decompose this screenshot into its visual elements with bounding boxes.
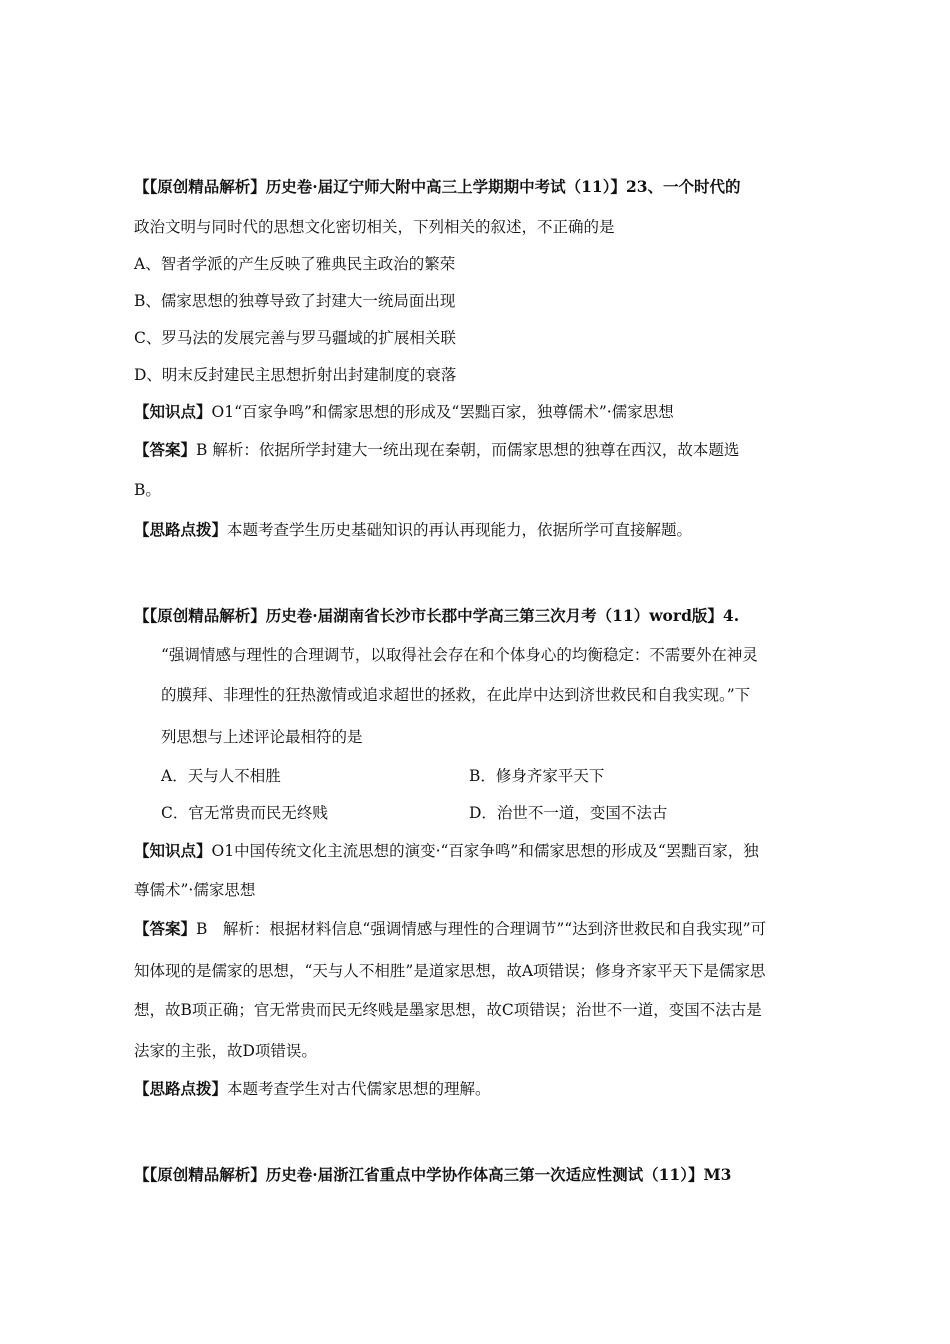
q1-option-b: B、儒家思想的独尊导致了封建大一统局面出现	[134, 292, 456, 310]
q1-answer-cont: B。	[134, 481, 161, 499]
q2-answer-cont-2: 想，故B项正确；官无常贵而民无终贱是墨家思想，故C项错误；治世不一道，变国不法古是	[134, 1001, 762, 1019]
q2-stem-line-2: 的膜拜、非理性的狂热激情或追求超世的拯救，在此岸中达到济世救民和自我实现。”下	[161, 686, 751, 704]
q1-tip	[134, 520, 692, 540]
knowledge-text: O1中国传统文化主流思想的演变·“百家争鸣”和儒家思想的形成及“罢黜百家，独	[211, 842, 759, 860]
q2-option-c: C．官无常贵而民无终贱	[161, 804, 328, 822]
knowledge-text: O1“百家争鸣”和儒家思想的形成及“罢黜百家，独尊儒术”·儒家思想	[211, 403, 674, 421]
q2-heading-line: 【【原创精品解析】历史卷·届湖南省长沙市长郡中学高三第三次月考（11）word版】4.	[134, 606, 740, 625]
q1-heading-line: 【【原创精品解析】历史卷·届辽宁师大附中高三上学期期中考试（11）】23、一个时代的	[134, 177, 741, 196]
q2-knowledge-cont: 尊儒术”·儒家思想	[134, 881, 256, 899]
tip-label: 【思路点拨】	[134, 520, 228, 539]
tip-text: 本题考查学生历史基础知识的再认再现能力，依据所学可直接解题。	[227, 521, 693, 539]
q3-heading-line: 【【原创精品解析】历史卷·届浙江省重点中学协作体高三第一次适应性测试（11）】M3	[134, 1165, 732, 1184]
q2-answer	[134, 919, 766, 939]
q1-knowledge-point	[134, 402, 674, 422]
q1-option-a: A、智者学派的产生反映了雅典民主政治的繁荣	[134, 255, 456, 273]
q2-answer-cont-1: 知体现的是儒家的思想，“天与人不相胜”是道家思想，故A项错误；修身齐家平天下是儒家思	[134, 962, 766, 980]
knowledge-label: 【知识点】	[134, 402, 212, 421]
q2-option-a: A．天与人不相胜	[161, 767, 281, 785]
q2-stem-line-3: 列思想与上述评论最相符的是	[161, 728, 363, 746]
q1-answer	[134, 440, 739, 460]
q2-option-d: D．治世不一道，变国不法古	[469, 804, 668, 822]
tip-label: 【思路点拨】	[134, 1079, 228, 1098]
q1-option-d: D、明末反封建民主思想折射出封建制度的衰落	[134, 366, 457, 384]
q2-option-b: B．修身齐家平天下	[469, 767, 605, 785]
answer-label: 【答案】	[134, 919, 197, 938]
answer-text: B 解析：根据材料信息“强调情感与理性的合理调节”“达到济世救民和自我实现”可	[196, 920, 767, 938]
q1-option-c: C、罗马法的发展完善与罗马疆域的扩展相关联	[134, 329, 456, 347]
tip-text: 本题考查学生对古代儒家思想的理解。	[227, 1080, 491, 1098]
q2-knowledge-point	[134, 841, 759, 861]
q1-stem-line: 政治文明与同时代的思想文化密切相关，下列相关的叙述，不正确的是	[134, 218, 615, 236]
q2-stem-line-1: “强调情感与理性的合理调节，以取得社会存在和个体身心的均衡稳定：不需要外在神灵	[161, 646, 758, 664]
q2-tip	[134, 1079, 491, 1099]
q2-answer-cont-3: 法家的主张，故D项错误。	[134, 1042, 317, 1060]
answer-label: 【答案】	[134, 440, 197, 459]
answer-text: B 解析：依据所学封建大一统出现在秦朝，而儒家思想的独尊在西汉，故本题选	[196, 441, 740, 459]
knowledge-label: 【知识点】	[134, 841, 212, 860]
